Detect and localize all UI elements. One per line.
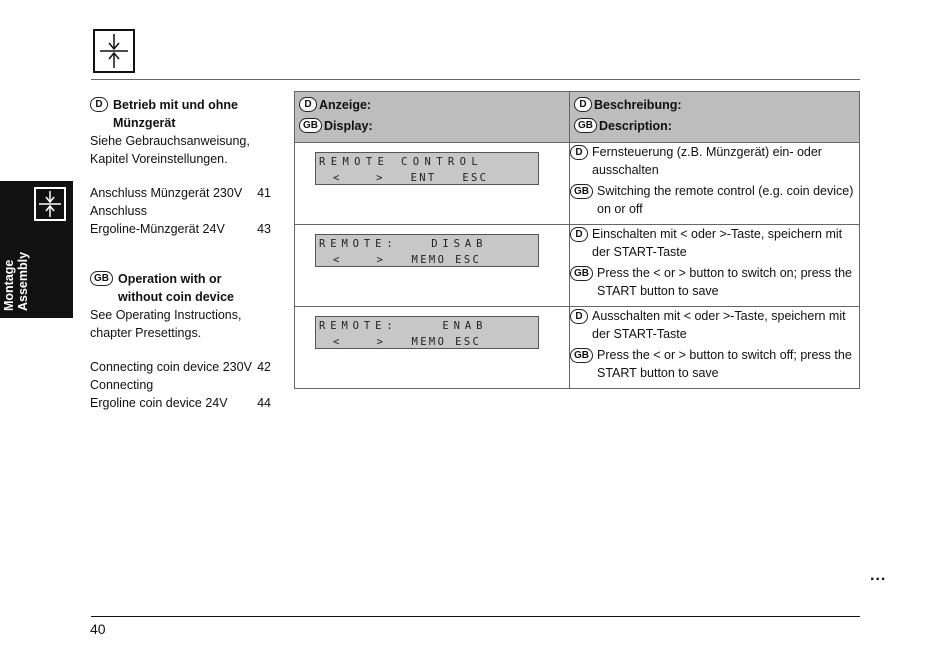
left-en-refs [90, 358, 275, 412]
ref-page: 44 [257, 396, 271, 410]
de-body-1: Siehe Gebrauchsanweisung, [90, 134, 250, 148]
header-display [295, 92, 570, 143]
ref-page: 42 [257, 360, 271, 374]
lang-badge-gb: GB [570, 266, 593, 281]
settings-table [294, 91, 860, 389]
desc-en: Switching the remote control (e.g. coin device) on or off [597, 184, 854, 216]
lcd-display [315, 234, 539, 267]
ref-page: 43 [257, 222, 271, 236]
description-cell [570, 225, 860, 307]
left-de-block [90, 96, 275, 168]
lang-badge-de: D [299, 97, 317, 112]
header-description [570, 92, 860, 143]
section-tab-de: Montage [2, 259, 16, 311]
lcd-line-1: REMOTE: ENAB [319, 320, 488, 332]
lcd-display [315, 316, 539, 349]
desc-en: Press the < or > button to switch on; press the START button to save [597, 266, 852, 298]
en-heading: Operation with or without coin device [118, 272, 234, 304]
lang-badge-de: D [90, 97, 108, 112]
ref-text: Connecting [90, 378, 154, 392]
header-display-en: Display: [324, 118, 373, 133]
header-desc-en: Description: [599, 118, 672, 133]
ref-text: Anschluss Münzgerät 230V [90, 186, 243, 200]
lang-badge-de: D [570, 227, 588, 242]
display-cell [295, 143, 570, 225]
ref-row [90, 184, 275, 202]
bottom-divider [91, 616, 860, 617]
desc-de: Fernsteuerung (z.B. Münzgerät) ein- oder ausschalten [592, 145, 822, 177]
lcd-line-1: REMOTE: DISAB [319, 238, 488, 250]
en-body-2: chapter Presettings. [90, 326, 202, 340]
table-row [295, 143, 860, 225]
continuation-marker: ... [870, 567, 887, 584]
ref-text: Connecting coin device 230V [90, 360, 252, 374]
ref-text: Anschluss [90, 204, 147, 218]
lcd-display [315, 152, 539, 185]
ref-row [90, 220, 275, 238]
ref-text: Ergoline-Münzgerät 24V [90, 222, 225, 236]
lang-badge-de: D [570, 309, 588, 324]
lcd-line-2: < > MEMO ESC [333, 254, 482, 266]
ref-text: Ergoline coin device 24V [90, 396, 228, 410]
lcd-line-2: < > MEMO ESC [333, 336, 482, 348]
desc-de: Ausschalten mit < oder >-Taste, speichern mit der START-Taste [592, 309, 846, 341]
section-tab-en: Assembly [16, 251, 30, 311]
display-cell [295, 307, 570, 389]
left-de-refs [90, 184, 275, 238]
ref-row [90, 394, 275, 412]
lang-badge-gb: GB [299, 118, 322, 133]
table-row [295, 307, 860, 389]
logo-icon [93, 29, 135, 73]
top-divider [91, 79, 860, 80]
ref-row [90, 376, 275, 394]
table-row [295, 225, 860, 307]
de-body-2: Kapitel Voreinstellungen. [90, 152, 228, 166]
section-tab [0, 181, 73, 318]
lang-badge-de: D [570, 145, 588, 160]
lang-badge-de: D [574, 97, 592, 112]
assembly-icon [34, 187, 66, 221]
lang-badge-gb: GB [570, 184, 593, 199]
desc-de: Einschalten mit < oder >-Taste, speichern mit der START-Taste [592, 227, 843, 259]
ref-page: 41 [257, 186, 271, 200]
de-heading: Betrieb mit und ohne Münzgerät [113, 98, 238, 130]
lang-badge-gb: GB [90, 271, 113, 286]
description-cell [570, 143, 860, 225]
display-cell [295, 225, 570, 307]
section-tab-label [2, 191, 30, 311]
table-header-row [295, 92, 860, 143]
lcd-line-1: REMOTE CONTROL [319, 156, 484, 168]
desc-en: Press the < or > button to switch off; press the START button to save [597, 348, 852, 380]
lcd-line-2: < > ENT ESC [333, 172, 489, 184]
description-cell [570, 307, 860, 389]
ref-row [90, 358, 275, 376]
header-display-de: Anzeige: [319, 97, 372, 112]
page-number: 40 [90, 621, 106, 637]
left-en-block [90, 270, 275, 342]
lang-badge-gb: GB [574, 118, 597, 133]
ref-row [90, 202, 275, 220]
en-body-1: See Operating Instructions, [90, 308, 242, 322]
lang-badge-gb: GB [570, 348, 593, 363]
header-desc-de: Beschreibung: [594, 97, 682, 112]
